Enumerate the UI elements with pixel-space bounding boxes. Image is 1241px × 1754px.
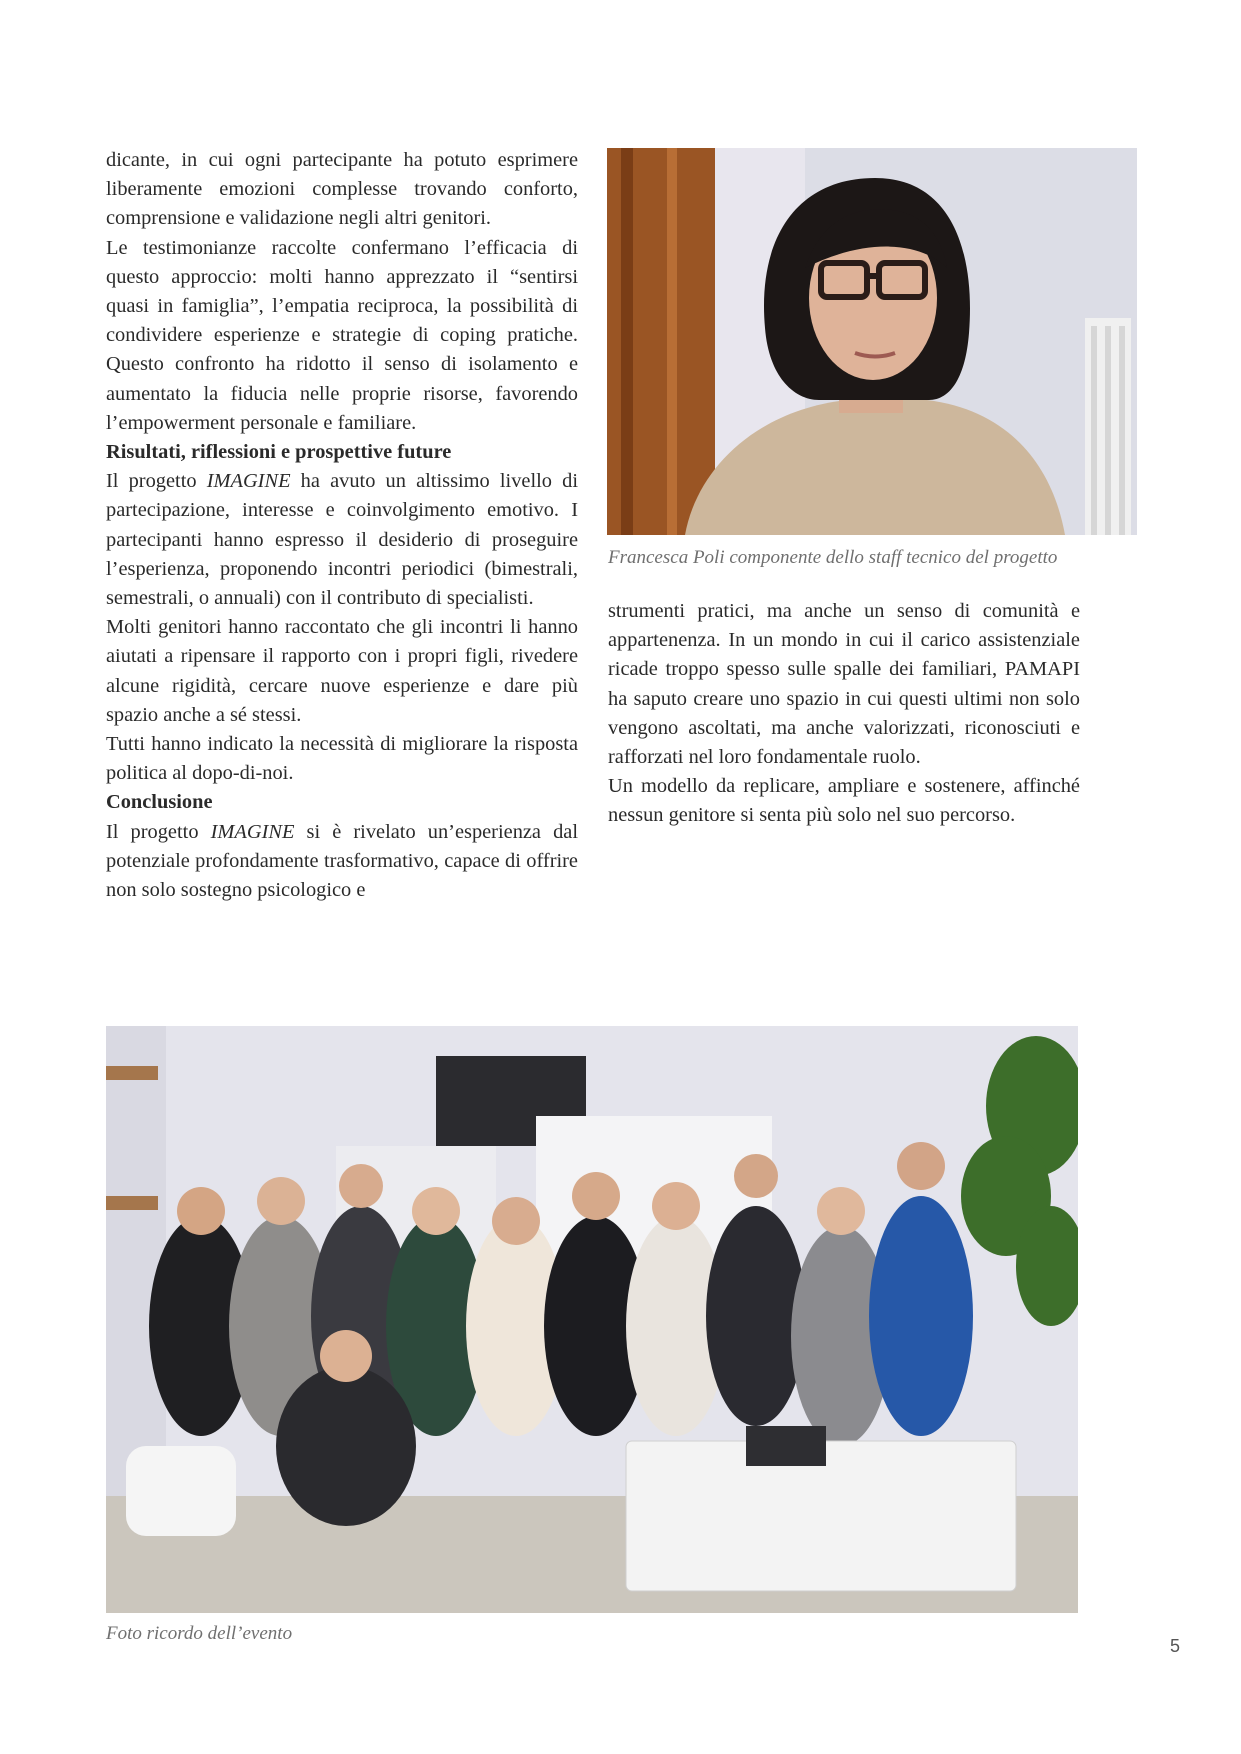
paragraph: Tutti hanno indicato la necessità di migliorare la risposta politica al dopo-di-noi. [106, 733, 578, 785]
group-photo [106, 1026, 1078, 1613]
right-text-column [608, 597, 1080, 831]
paragraph: Molti genitori hanno raccontato che gli incontri li hanno aiutati a ripensare il rapporto con i propri figli, rivedere alcune rigidità, cercare nuove esperienze e dare più spazio anche a sé stessi. [106, 616, 578, 726]
project-name: IMAGINE [206, 470, 291, 493]
paragraph [106, 467, 578, 613]
paragraph [106, 818, 578, 906]
paragraph: dicante, in cui ogni partecipante ha potuto esprimere liberamente emozioni complesse trovando conforto, comprensione e validazione negli altri genitori. [106, 149, 578, 230]
text-run: si è rivelato un’esperienza dal potenziale profondamente trasformativo, capace di offrire non solo sostegno psicologico e [106, 820, 579, 902]
text-run: ha avuto un altissimo livello di partecipazione, interesse e coinvolgimento emotivo. I partecipanti hanno espresso il desiderio di proseguire l’esperienza, proponendo incontri periodici (bimestrali, semestrali, o annuali) con il contributo di specialisti. [106, 470, 578, 610]
text-run: Il progetto [106, 470, 207, 493]
text-run: Il progetto [106, 820, 211, 843]
portrait-caption: Francesca Poli componente dello staff tecnico del progetto [608, 547, 1058, 568]
project-name: IMAGINE [210, 820, 295, 843]
portrait-photo [607, 148, 1137, 535]
paragraph: Le testimonianze raccolte confermano l’efficacia di questo approccio: molti hanno apprezzato il “sentirsi quasi in famiglia”, l’empatia reciproca, la possibilità di condividere esperienze e strategie di coping pratiche. Questo confronto ha ridotto il senso di isolamento e aumentato la fiducia nelle proprie risorse, favorendo l’empowerment personale e familiare. [106, 236, 578, 434]
paragraph: strumenti pratici, ma anche un senso di comunità e appartenenza. In un mondo in cui il carico assistenziale ricade troppo spesso sulle spalle dei familiari, PAMAPI ha saputo creare uno spazio in cui questi ultimi non solo vengono ascoltati, ma anche valorizzati, riconosciuti e rafforzati nel loro fondamentale ruolo. [608, 600, 1080, 769]
paragraph: Un modello da replicare, ampliare e sostenere, affinché nessun genitore si senta più solo nel suo percorso. [608, 775, 1080, 827]
group-caption: Foto ricordo dell’evento [106, 1623, 293, 1644]
section-heading: Conclusione [106, 791, 213, 814]
left-text-column [106, 146, 578, 905]
section-heading: Risultati, riflessioni e prospettive future [106, 441, 452, 464]
page-number: 5 [1169, 1636, 1180, 1656]
